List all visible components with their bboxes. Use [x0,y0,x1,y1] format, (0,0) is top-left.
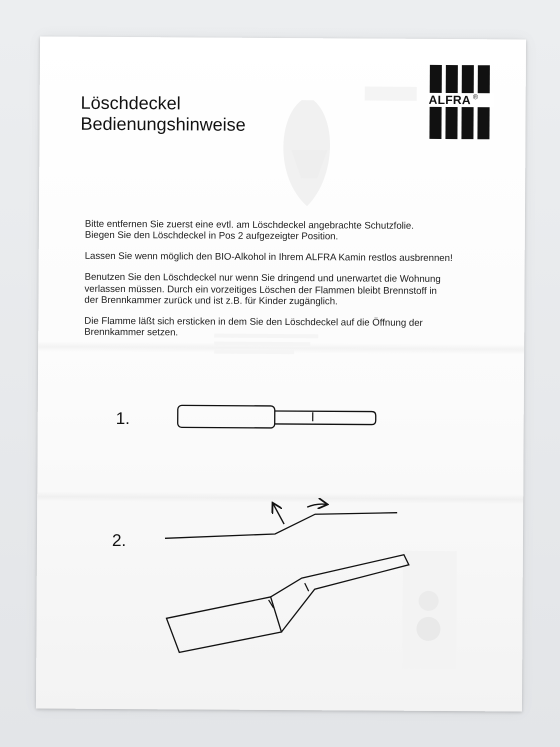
bend-up-arrow [273,504,284,524]
text-line: verlassen müssen. Durch ein vorzeitiges Löschen der Flammen bleibt Brennstoff in [84,283,437,297]
instruction-sheet [36,37,526,712]
lid-handle [270,554,408,633]
text-line: der Brennkammer zurück und ist z.B. für Kinder zugänglich. [84,294,338,308]
text-line: Lassen Sie wenn möglich den BIO-Alkohol in Ihrem ALFRA Kamin restlos ausbrennen! [84,251,453,265]
title-line: Bedienungshinweise [80,113,246,135]
lid-diagrams [36,37,526,712]
text-line: Benutzen Sie den Löschdeckel nur wenn Sie dringend und unerwartet die Wohnung [84,272,441,286]
logo-text: ALFRA [428,92,471,108]
flat-lid-diagram [178,405,376,428]
text-line: Brennkammer setzen. [84,327,179,339]
text-line: Die Flamme läßt sich ersticken in dem Sie den Löschdeckel auf die Öffnung der [84,315,423,329]
title-line: Löschdeckel [80,92,181,114]
text-line: Biegen Sie den Löschdeckel in Pos 2 aufgezeigter Position. [84,230,339,243]
lid-profile-line [165,511,397,539]
lid-handle [275,411,376,425]
bent-profile-diagram [165,503,397,540]
step-number: 1. [115,408,130,429]
lid-plate [178,405,275,428]
bent-lid-diagram [166,553,409,653]
bend-mark [305,583,309,591]
step-number: 2. [111,530,127,551]
bend-right-arrow [307,504,326,507]
text-line: Bitte entfernen Sie zuerst eine evtl. am Löschdeckel angebrachte Schutzfolie. [84,218,414,232]
lid-plate [166,596,281,653]
registered-mark: ® [472,94,479,102]
